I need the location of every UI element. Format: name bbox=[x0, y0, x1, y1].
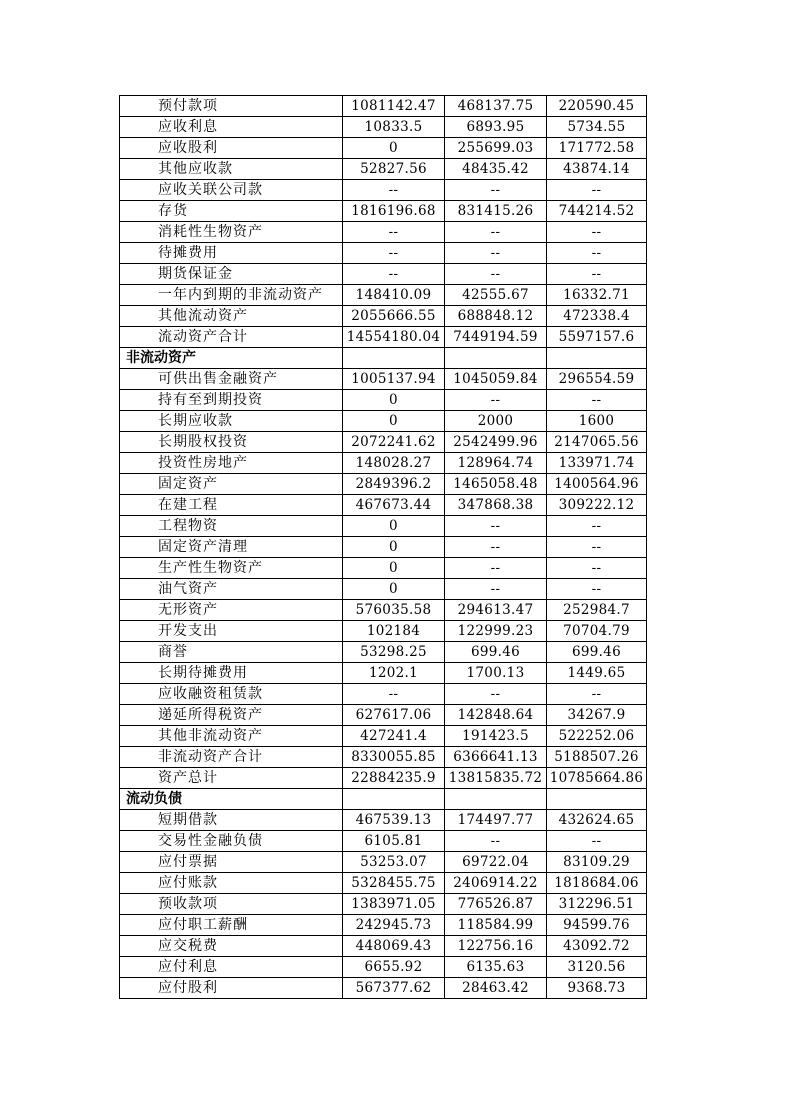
value-cell-period-2: 48435.42 bbox=[445, 159, 547, 180]
table-row bbox=[120, 726, 647, 747]
value-cell-period-1: -- bbox=[343, 243, 445, 264]
table-row bbox=[120, 600, 647, 621]
value-cell-period-3: 5597157.6 bbox=[547, 327, 647, 348]
table-row bbox=[120, 432, 647, 453]
value-cell-period-3: 3120.56 bbox=[547, 957, 647, 978]
table-row bbox=[120, 453, 647, 474]
value-cell-period-1: 467673.44 bbox=[343, 495, 445, 516]
value-cell-period-2: 42555.67 bbox=[445, 285, 547, 306]
value-cell-period-1: 148028.27 bbox=[343, 453, 445, 474]
row-label: 一年内到期的非流动资产 bbox=[120, 285, 343, 306]
table-row bbox=[120, 138, 647, 159]
value-cell-period-2: 6366641.13 bbox=[445, 747, 547, 768]
value-cell-period-1 bbox=[343, 789, 445, 810]
table-row bbox=[120, 873, 647, 894]
value-cell-period-3: -- bbox=[547, 264, 647, 285]
value-cell-period-3: 5188507.26 bbox=[547, 747, 647, 768]
value-cell-period-3: -- bbox=[547, 537, 647, 558]
value-cell-period-1: 22884235.9 bbox=[343, 768, 445, 789]
row-label: 固定资产 bbox=[120, 474, 343, 495]
table-row bbox=[120, 537, 647, 558]
row-label: 应收融资租赁款 bbox=[120, 684, 343, 705]
value-cell-period-3 bbox=[547, 789, 647, 810]
table-row bbox=[120, 663, 647, 684]
row-label: 其他非流动资产 bbox=[120, 726, 343, 747]
table-row bbox=[120, 957, 647, 978]
value-cell-period-2: 2000 bbox=[445, 411, 547, 432]
value-cell-period-1: 1005137.94 bbox=[343, 369, 445, 390]
row-label: 油气资产 bbox=[120, 579, 343, 600]
value-cell-period-3: 2147065.56 bbox=[547, 432, 647, 453]
value-cell-period-3: 83109.29 bbox=[547, 852, 647, 873]
value-cell-period-3: -- bbox=[547, 831, 647, 852]
value-cell-period-1: 0 bbox=[343, 138, 445, 159]
value-cell-period-3: 699.46 bbox=[547, 642, 647, 663]
table-row bbox=[120, 369, 647, 390]
value-cell-period-2: -- bbox=[445, 558, 547, 579]
value-cell-period-3: -- bbox=[547, 243, 647, 264]
table-row bbox=[120, 978, 647, 999]
value-cell-period-3: -- bbox=[547, 684, 647, 705]
row-label: 长期股权投资 bbox=[120, 432, 343, 453]
value-cell-period-3: -- bbox=[547, 222, 647, 243]
value-cell-period-3: 16332.71 bbox=[547, 285, 647, 306]
row-label: 持有至到期投资 bbox=[120, 390, 343, 411]
table-row bbox=[120, 558, 647, 579]
value-cell-period-3: -- bbox=[547, 516, 647, 537]
row-label: 生产性生物资产 bbox=[120, 558, 343, 579]
table-row bbox=[120, 705, 647, 726]
table-row bbox=[120, 159, 647, 180]
row-label: 无形资产 bbox=[120, 600, 343, 621]
value-cell-period-1: 52827.56 bbox=[343, 159, 445, 180]
value-cell-period-2: 122756.16 bbox=[445, 936, 547, 957]
row-label: 资产总计 bbox=[120, 768, 343, 789]
table-row bbox=[120, 201, 647, 222]
value-cell-period-3: 10785664.86 bbox=[547, 768, 647, 789]
table-row bbox=[120, 117, 647, 138]
table-row bbox=[120, 222, 647, 243]
row-label: 应收股利 bbox=[120, 138, 343, 159]
value-cell-period-1: 427241.4 bbox=[343, 726, 445, 747]
value-cell-period-1: 467539.13 bbox=[343, 810, 445, 831]
value-cell-period-2: 7449194.59 bbox=[445, 327, 547, 348]
value-cell-period-2: 2406914.22 bbox=[445, 873, 547, 894]
value-cell-period-2: 699.46 bbox=[445, 642, 547, 663]
table-row bbox=[120, 243, 647, 264]
value-cell-period-2: 468137.75 bbox=[445, 96, 547, 117]
value-cell-period-1 bbox=[343, 348, 445, 369]
row-label: 短期借款 bbox=[120, 810, 343, 831]
value-cell-period-1: 6105.81 bbox=[343, 831, 445, 852]
value-cell-period-1: 0 bbox=[343, 390, 445, 411]
value-cell-period-1: 0 bbox=[343, 579, 445, 600]
value-cell-period-1: 8330055.85 bbox=[343, 747, 445, 768]
row-label: 流动资产合计 bbox=[120, 327, 343, 348]
value-cell-period-3: 1600 bbox=[547, 411, 647, 432]
value-cell-period-1: 53298.25 bbox=[343, 642, 445, 663]
value-cell-period-3: 43092.72 bbox=[547, 936, 647, 957]
balance-sheet-table bbox=[119, 95, 647, 999]
row-label: 工程物资 bbox=[120, 516, 343, 537]
value-cell-period-2: 688848.12 bbox=[445, 306, 547, 327]
table-row bbox=[120, 264, 647, 285]
row-label: 应收关联公司款 bbox=[120, 180, 343, 201]
value-cell-period-1: 53253.07 bbox=[343, 852, 445, 873]
value-cell-period-2: 347868.38 bbox=[445, 495, 547, 516]
value-cell-period-3: 1818684.06 bbox=[547, 873, 647, 894]
value-cell-period-1: 2055666.55 bbox=[343, 306, 445, 327]
value-cell-period-2: 118584.99 bbox=[445, 915, 547, 936]
value-cell-period-1: 5328455.75 bbox=[343, 873, 445, 894]
value-cell-period-2 bbox=[445, 348, 547, 369]
table-row bbox=[120, 390, 647, 411]
row-label: 应付账款 bbox=[120, 873, 343, 894]
value-cell-period-2: 831415.26 bbox=[445, 201, 547, 222]
row-label: 预收款项 bbox=[120, 894, 343, 915]
table-row bbox=[120, 684, 647, 705]
row-label: 应付股利 bbox=[120, 978, 343, 999]
table-row bbox=[120, 474, 647, 495]
row-label: 应收利息 bbox=[120, 117, 343, 138]
value-cell-period-3: 43874.14 bbox=[547, 159, 647, 180]
value-cell-period-1: 6655.92 bbox=[343, 957, 445, 978]
row-label: 消耗性生物资产 bbox=[120, 222, 343, 243]
value-cell-period-3: 1449.65 bbox=[547, 663, 647, 684]
value-cell-period-2: 1700.13 bbox=[445, 663, 547, 684]
table-row bbox=[120, 747, 647, 768]
value-cell-period-2: -- bbox=[445, 222, 547, 243]
value-cell-period-3: -- bbox=[547, 390, 647, 411]
value-cell-period-2: 191423.5 bbox=[445, 726, 547, 747]
table-row bbox=[120, 768, 647, 789]
row-label: 存货 bbox=[120, 201, 343, 222]
value-cell-period-1: 576035.58 bbox=[343, 600, 445, 621]
value-cell-period-3: 70704.79 bbox=[547, 621, 647, 642]
value-cell-period-2: 69722.04 bbox=[445, 852, 547, 873]
value-cell-period-2: 294613.47 bbox=[445, 600, 547, 621]
value-cell-period-1: -- bbox=[343, 264, 445, 285]
value-cell-period-3: 133971.74 bbox=[547, 453, 647, 474]
value-cell-period-1: 0 bbox=[343, 516, 445, 537]
value-cell-period-3: 94599.76 bbox=[547, 915, 647, 936]
value-cell-period-3: -- bbox=[547, 579, 647, 600]
value-cell-period-2: 174497.77 bbox=[445, 810, 547, 831]
value-cell-period-3: 9368.73 bbox=[547, 978, 647, 999]
row-label: 在建工程 bbox=[120, 495, 343, 516]
value-cell-period-2: -- bbox=[445, 579, 547, 600]
value-cell-period-3: 252984.7 bbox=[547, 600, 647, 621]
table-row bbox=[120, 180, 647, 201]
value-cell-period-1: 1202.1 bbox=[343, 663, 445, 684]
value-cell-period-1: 627617.06 bbox=[343, 705, 445, 726]
table-row bbox=[120, 894, 647, 915]
value-cell-period-3: 1400564.96 bbox=[547, 474, 647, 495]
table-row bbox=[120, 495, 647, 516]
value-cell-period-2: -- bbox=[445, 390, 547, 411]
value-cell-period-1: -- bbox=[343, 684, 445, 705]
value-cell-period-2: 122999.23 bbox=[445, 621, 547, 642]
value-cell-period-3: 5734.55 bbox=[547, 117, 647, 138]
row-label: 商誉 bbox=[120, 642, 343, 663]
value-cell-period-1: 448069.43 bbox=[343, 936, 445, 957]
row-label: 应付票据 bbox=[120, 852, 343, 873]
row-label: 交易性金融负债 bbox=[120, 831, 343, 852]
table-row bbox=[120, 411, 647, 432]
row-label: 长期应收款 bbox=[120, 411, 343, 432]
value-cell-period-3: 744214.52 bbox=[547, 201, 647, 222]
value-cell-period-3: 312296.51 bbox=[547, 894, 647, 915]
value-cell-period-2: 142848.64 bbox=[445, 705, 547, 726]
value-cell-period-2: -- bbox=[445, 264, 547, 285]
value-cell-period-2: 13815835.72 bbox=[445, 768, 547, 789]
value-cell-period-2: -- bbox=[445, 831, 547, 852]
row-label: 递延所得税资产 bbox=[120, 705, 343, 726]
table-row bbox=[120, 642, 647, 663]
value-cell-period-2: -- bbox=[445, 243, 547, 264]
value-cell-period-2: -- bbox=[445, 180, 547, 201]
table-row bbox=[120, 96, 647, 117]
value-cell-period-2: -- bbox=[445, 537, 547, 558]
value-cell-period-1: 1383971.05 bbox=[343, 894, 445, 915]
value-cell-period-3: 296554.59 bbox=[547, 369, 647, 390]
table-row bbox=[120, 831, 647, 852]
table-row bbox=[120, 810, 647, 831]
row-label: 其他流动资产 bbox=[120, 306, 343, 327]
value-cell-period-3: 34267.9 bbox=[547, 705, 647, 726]
row-label: 应交税费 bbox=[120, 936, 343, 957]
row-label: 可供出售金融资产 bbox=[120, 369, 343, 390]
value-cell-period-1: -- bbox=[343, 180, 445, 201]
row-label: 非流动资产合计 bbox=[120, 747, 343, 768]
value-cell-period-3 bbox=[547, 348, 647, 369]
value-cell-period-3: -- bbox=[547, 180, 647, 201]
section-title: 流动负债 bbox=[120, 789, 343, 810]
table-row bbox=[120, 621, 647, 642]
row-label: 投资性房地产 bbox=[120, 453, 343, 474]
row-label: 开发支出 bbox=[120, 621, 343, 642]
balance-sheet-body bbox=[120, 96, 647, 999]
value-cell-period-1: 14554180.04 bbox=[343, 327, 445, 348]
table-row bbox=[120, 327, 647, 348]
value-cell-period-3: 472338.4 bbox=[547, 306, 647, 327]
row-label: 预付款项 bbox=[120, 96, 343, 117]
value-cell-period-1: 242945.73 bbox=[343, 915, 445, 936]
table-row bbox=[120, 285, 647, 306]
value-cell-period-3: 522252.06 bbox=[547, 726, 647, 747]
value-cell-period-1: 148410.09 bbox=[343, 285, 445, 306]
value-cell-period-2: 1045059.84 bbox=[445, 369, 547, 390]
value-cell-period-2: 6893.95 bbox=[445, 117, 547, 138]
table-row bbox=[120, 936, 647, 957]
value-cell-period-2: 6135.63 bbox=[445, 957, 547, 978]
value-cell-period-1: -- bbox=[343, 222, 445, 243]
value-cell-period-3: 220590.45 bbox=[547, 96, 647, 117]
value-cell-period-1: 0 bbox=[343, 411, 445, 432]
value-cell-period-1: 2849396.2 bbox=[343, 474, 445, 495]
value-cell-period-2: 776526.87 bbox=[445, 894, 547, 915]
value-cell-period-1: 0 bbox=[343, 537, 445, 558]
value-cell-period-1: 0 bbox=[343, 558, 445, 579]
row-label: 其他应收款 bbox=[120, 159, 343, 180]
table-row bbox=[120, 915, 647, 936]
value-cell-period-1: 1816196.68 bbox=[343, 201, 445, 222]
value-cell-period-3: 171772.58 bbox=[547, 138, 647, 159]
value-cell-period-1: 567377.62 bbox=[343, 978, 445, 999]
row-label: 长期待摊费用 bbox=[120, 663, 343, 684]
value-cell-period-1: 1081142.47 bbox=[343, 96, 445, 117]
value-cell-period-1: 2072241.62 bbox=[343, 432, 445, 453]
table-row bbox=[120, 516, 647, 537]
table-row bbox=[120, 306, 647, 327]
table-row bbox=[120, 852, 647, 873]
value-cell-period-2: 128964.74 bbox=[445, 453, 547, 474]
section-header-row bbox=[120, 789, 647, 810]
row-label: 应付利息 bbox=[120, 957, 343, 978]
value-cell-period-2: 28463.42 bbox=[445, 978, 547, 999]
value-cell-period-1: 10833.5 bbox=[343, 117, 445, 138]
value-cell-period-3: -- bbox=[547, 558, 647, 579]
section-header-row bbox=[120, 348, 647, 369]
value-cell-period-2: 255699.03 bbox=[445, 138, 547, 159]
value-cell-period-2: -- bbox=[445, 516, 547, 537]
row-label: 应付职工薪酬 bbox=[120, 915, 343, 936]
value-cell-period-2: 1465058.48 bbox=[445, 474, 547, 495]
row-label: 固定资产清理 bbox=[120, 537, 343, 558]
value-cell-period-2 bbox=[445, 789, 547, 810]
value-cell-period-2: -- bbox=[445, 684, 547, 705]
table-row bbox=[120, 579, 647, 600]
row-label: 期货保证金 bbox=[120, 264, 343, 285]
value-cell-period-3: 309222.12 bbox=[547, 495, 647, 516]
value-cell-period-1: 102184 bbox=[343, 621, 445, 642]
value-cell-period-2: 2542499.96 bbox=[445, 432, 547, 453]
row-label: 待摊费用 bbox=[120, 243, 343, 264]
section-title: 非流动资产 bbox=[120, 348, 343, 369]
value-cell-period-3: 432624.65 bbox=[547, 810, 647, 831]
